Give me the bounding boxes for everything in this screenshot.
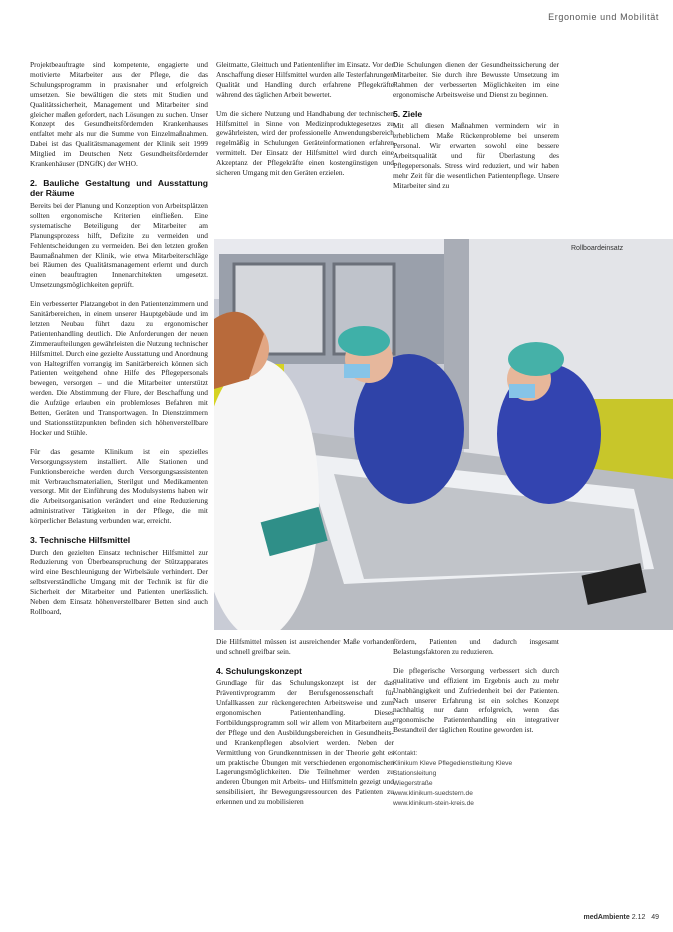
paragraph: Gleitmatte, Gleittuch und Patientenlifter im Einsatz. Vor der Anschaffung dieser Hilfsmittel wurden alle Testerfahrungen Qualität und Handling durch erfahrene Pflegekräfte während des täglichen Arbeit bewertet. [216,60,394,99]
contact-block [393,749,559,809]
section-header: Ergonomie und Mobilität [548,12,659,22]
issue-number: 2.12 [631,914,646,921]
heading-bauliche-gestaltung: 2. Bauliche Gestaltung und Ausstattung der Räume [30,177,208,199]
photo-caption: Rollboardeinsatz [571,245,624,252]
contact-name: Klinikum Kleve Pflegedienstleitung Kleve [393,760,513,768]
hospital-photo [214,239,673,630]
heading-schulungskonzept: 4. Schulungskonzept [216,665,302,676]
column-2 [216,60,394,187]
paragraph: Um die sichere Nutzung und Handhabung der technischen Hilfsmittel in Sinne von Medizinproduktegesetzes zu gewährleisten, wird der professionelle Anwendungsbereich regelmäßig in Schulungen Geräteinformationen erfahren vermittelt. Der Einsatz der Hilfsmittel wird durch eine Akzeptanz der Pflegekräfte einen kostengünstigen und sicheren Umgang mit den Geräten erzielen. [216,108,394,178]
contact-address: Wiegerstraße [393,780,433,788]
contact-role: Stationsleitung [393,770,437,778]
page-number: 49 [651,914,659,921]
magazine-brand: medAmbiente [583,914,630,921]
paragraph: Für das gesamte Klinikum ist ein spezielles Versorgungssystem installiert. Alle Stationen und Funktionsbereiche werden durch Versorgungsassistenten mit Verbrauchsmaterialien, Sterilgut und Medikamenten versorgt. Mit der Einführung des Modulsystems haben wir die Arbeitsorganisation verändert und eine Reduzierung administrativer Tätigkeiten in der Pflege, die mit körperlicher Belastung verbunden war, erreicht. [30,446,208,526]
paragraph: Die pflegerische Versorgung verbessert sich durch qualitative und effizient im Ergebnis auch zu mehr Unabhängigkeit und Zufriedenheit bei der Patienten. Nach unserer Erfahrung ist ein solches Konzept nachhaltig nur dann erfolgreich, wenn das ergonomische Patientenhandling ein integrativer Bestandteil der täglichen Routine geworden ist. [393,665,559,735]
column-2-lower [216,637,394,816]
heading-ziele: 5. Ziele [393,108,423,119]
paragraph: Die Hilfsmittel müssen ist ausreichender Maße vorhanden und schnell greifbar sein. [216,637,394,656]
contact-web-link[interactable]: www.klinikum-suedstern.de [393,790,473,798]
paragraph: Die Schulungen dienen der Gesundheitssicherung der Mitarbeiter. Sie durch ihre Bewusste Umsetzung im Rahmen der verbesserten Möglichkeiten im eine ergonomische Arbeitsweise und Dienst zu beginnen. [393,60,559,99]
paragraph: Durch den gezielten Einsatz technischer Hilfsmittel zur Reduzierung von Überbeanspruchung der Stützapparates wird eine Beschleunigung der Wirbelsäule verhindert. Der selbstverständliche Umgang mit der Technik ist für die Sicherheit der Mitarbeiter und Patienten unerlässlich. Neben dem Einsatz höhenverstellbarer Betten sind auch Rollboard, [30,547,208,616]
paragraph: fördern, Patienten und dadurch insgesamt Belastungsfaktoren zu reduzieren. [393,637,559,656]
paragraph: Ein verbesserter Platzangebot in den Patientenzimmern und Sanitärbereichen, in einem unserer Hauptgebäude und im letzten Neubau führt dazu zu ergonomischer Patientenhandling deutlich. Die Anforderungen der neuen Zimmeraufteilungen gewährleisten die Nutzung technischer Hilfsmittel. Durch eine gezielte Ausstattung und Anordnung von Haltegriffen vorrangig im Sanitärbereich können sich Patienten weitgehend ohne Hilfe des Pflegepersonals bewegen, versorgen – und die Mitarbeiter unterstützt werden. Die Abstimmung der Flure, der Beschaffung und die Aufzüge erlauben ein problemloses Befahren mit Betten, Geräten und Transportwagen. In Dienstzimmern und Stationsstützpunkten befinden sich höhenverstellbare Hocker und Stühle. [30,299,208,437]
paragraph: Projektbeauftragte sind kompetente, engagierte und motivierte Mitarbeiter aus der Pflege, die das Schulungsprogramm in praxisnaher und erfolgreich umsetzen. Sie bewältigen die stets mit Studien und Qualitätssicherheit, Management und Mitarbeiter sind gleicher maßen gefordert, nach Lösungen zu suchen. Unser Konzept des Gesundheitsfördernden Krankenhauses entfaltet mehr als nur die Summe von Einzelmaßnahmen. Dabei ist das Qualitätsmanagement der Klinik seit 1999 Mitglied im Deutschen Netz Gesundheitsfördernder Krankenhäuser (DNGfK) der WHO. [30,60,208,169]
heading-technische-hilfsmittel: 3. Technische Hilfsmittel [30,535,131,546]
column-1 [30,60,208,626]
paragraph: Grundlage für das Schulungskonzept ist der das Präventivprogramm der Berufsgenossenschaft für Unfallkassen zur rückengerechten Arbeitsweise und zum ergonomischen Patientenhandling. Dieses Fortbildungsprogramm soll wir allem von Mitarbeitern aus der Pflege und den Ausbildungsbereichen in Gesundheits- und Krankenpflegen absolviert werden. Neben der Vermittlung von Grundkenntnissen in der Theorie geht es um praktische Übungen mit verschiedenen ergonomischen Lagerungsmöglichkeiten. Die Teilnehmer werden zu anderen Übungen mit Arbeits- und Hilfsmitteln gezeigt und sensibilisiert, ihr Bewegungsressourcen des Patienten zu erkennen und zu mobilisieren [216,678,394,807]
paragraph: Mit all diesen Maßnahmen vermindern wir in erheblichem Maße Rückenprobleme bei unserem Personal. Wir erwarten sowohl eine bessere Arbeitsqualität und für Überlastung des Pflegepersonals. Stress wird reduziert, und wir haben mehr Zeit für die wesentlichen Patientenpflege. Unsere Mitarbeiter sind zu [393,121,559,190]
contact-label: Kontakt: [393,750,418,758]
column-3 [393,60,559,199]
page-footer [583,914,659,921]
paragraph: Bereits bei der Planung und Konzeption von Arbeitsplätzen sollten ergonomische Kriterien einfließen. Eine systematische Beteiligung der Mitarbeiter am Planungsprozess hilft, Defizite zu vermeiden und Fehlentscheidungen zu vermeiden. Bei den letzten großen Baumaßnahmen der Klinik, wie etwa Mitarbeiterschläge bei Räumen des Qualitätsmanagement erlernt und durch einen beauftragten Innenarchitekten umgesetzt. Umsetzungsmöglichkeiten geprüft. [30,200,208,290]
column-3-lower [393,637,559,809]
contact-web-link-2[interactable]: www.klinikum-stein-kreis.de [393,800,474,808]
